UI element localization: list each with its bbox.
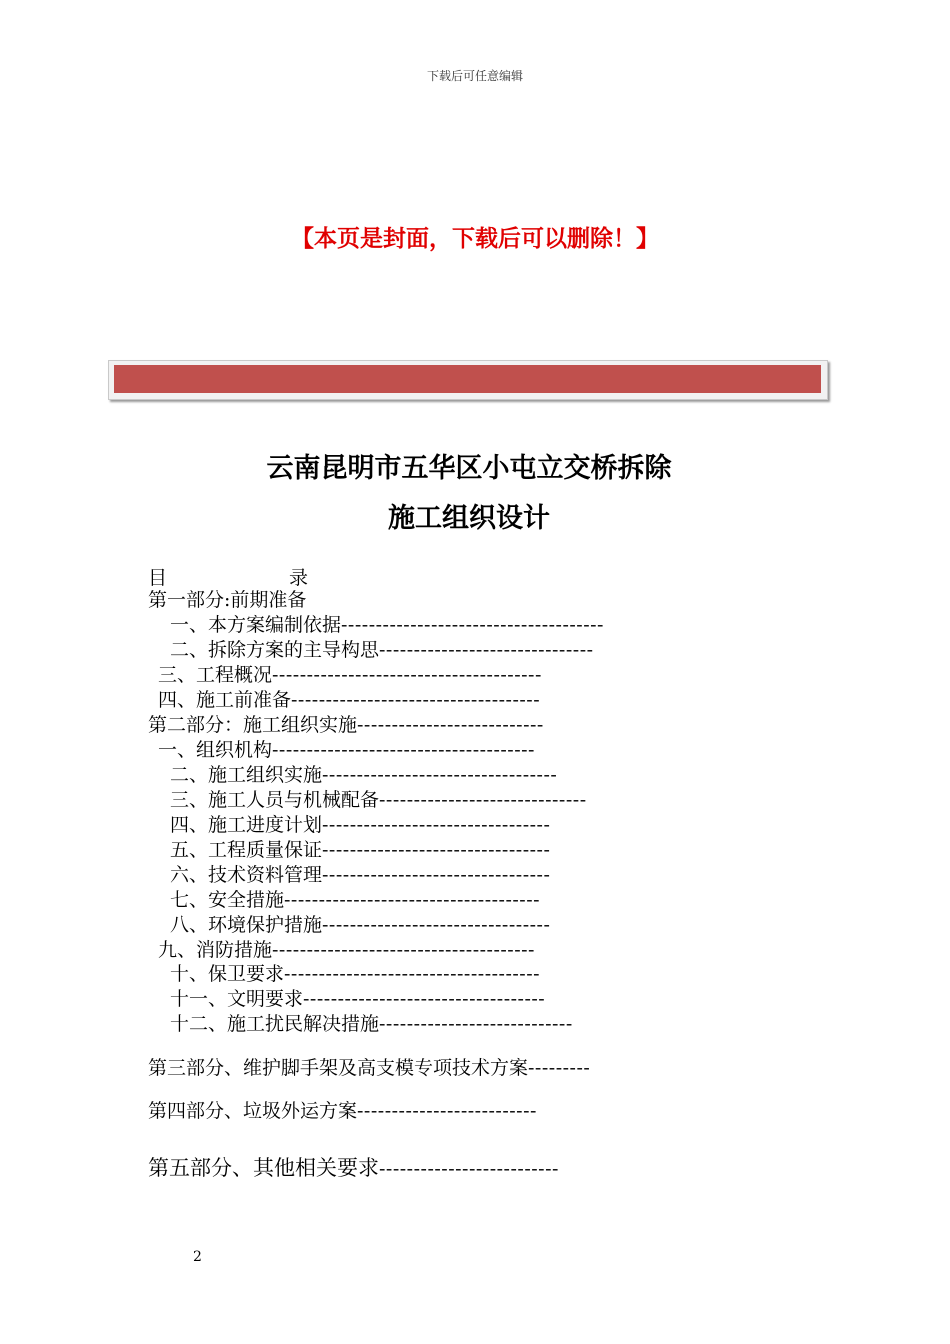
header-note: 下载后可任意编辑 [426, 69, 523, 83]
toc-item [148, 1056, 590, 1081]
toc-item-text: 四、施工进度计划 [170, 814, 323, 836]
toc-item [170, 987, 545, 1012]
toc-leader: ------------------------------------- [284, 889, 541, 911]
toc-item-text: 三、施工人员与机械配备 [170, 789, 380, 811]
toc-item [148, 1156, 559, 1182]
toc-item-text: 八、环境保护措施 [170, 914, 323, 936]
toc-item [170, 763, 557, 788]
toc-heading-right: 录 [289, 567, 309, 589]
cover-notice: 【本页是封面，下载后可以删除！】 [291, 226, 659, 252]
toc-leader: --------------------------------------- [272, 664, 542, 686]
toc-leader: -------------------------------------- [341, 614, 604, 636]
toc-item [148, 1099, 537, 1124]
toc-item-text: 第三部分、维护脚手架及高支模专项技术方案 [148, 1057, 529, 1079]
toc-item [170, 788, 587, 813]
toc-item-text: 三、工程概况 [158, 664, 273, 686]
toc-item-text: 第二部分：施工组织实施 [148, 714, 358, 736]
toc-item-text: 十、保卫要求 [170, 963, 285, 985]
toc-item [158, 738, 535, 763]
toc-item [170, 1012, 573, 1037]
toc-leader: --------- [528, 1057, 591, 1079]
toc-item-text: 二、施工组织实施 [170, 764, 323, 786]
toc-item-text: 十一、文明要求 [170, 988, 304, 1010]
toc-leader: ------------------------------ [379, 789, 587, 811]
toc-item-text: 第五部分、其他相关要求 [148, 1156, 379, 1180]
toc-leader: -------------------------- [357, 1100, 537, 1122]
toc-leader: ---------------------------------- [322, 764, 558, 786]
toc-item-text: 一、本方案编制依据 [170, 614, 342, 636]
toc-leader: ------------------------------------ [291, 689, 541, 711]
toc-item [170, 913, 550, 938]
toc-leader: --------------------------------- [322, 914, 551, 936]
toc-leader: --------------------------------- [322, 814, 551, 836]
toc-heading [148, 563, 308, 590]
toc-item [170, 863, 550, 888]
toc-heading-left: 目 [148, 567, 168, 589]
toc-item-text: 一、组织机构 [158, 739, 273, 761]
toc-leader: --------------------------------- [322, 839, 551, 861]
toc-item [158, 663, 542, 688]
toc-item [170, 613, 604, 638]
toc-leader: ---------------------------- [379, 1013, 573, 1035]
decorative-banner [108, 360, 828, 400]
toc-item [148, 588, 306, 613]
toc-item [148, 713, 544, 738]
toc-leader: ------------------------------- [379, 639, 594, 661]
toc-leader: -------------------------- [379, 1158, 559, 1180]
banner-fill [114, 365, 821, 393]
toc-leader: --------------------------------- [322, 864, 551, 886]
toc-item-text: 九、消防措施 [158, 939, 273, 961]
toc-item-text: 第四部分、垃圾外运方案 [148, 1100, 358, 1122]
toc-item-text: 六、技术资料管理 [170, 864, 323, 886]
toc-item-text: 四、施工前准备 [158, 689, 292, 711]
page-number: 2 [193, 1249, 202, 1265]
toc-leader: --------------------------- [357, 714, 544, 736]
toc-leader: -------------------------------------- [272, 939, 535, 961]
toc-item-text: 五、工程质量保证 [170, 839, 323, 861]
document-title-line1: 云南昆明市五华区小屯立交桥拆除 [266, 453, 672, 484]
toc-item [170, 838, 550, 863]
toc-item [170, 813, 550, 838]
toc-item [170, 888, 540, 913]
toc-item [158, 938, 535, 963]
toc-item [158, 688, 540, 713]
toc-item-text: 七、安全措施 [170, 889, 285, 911]
toc-leader: ----------------------------------- [303, 988, 546, 1010]
toc-item-text: 十二、施工扰民解决措施 [170, 1013, 380, 1035]
toc-leader: ------------------------------------- [284, 963, 541, 985]
toc-item-text: 第一部分:前期准备 [148, 589, 307, 611]
toc-item-text: 二、拆除方案的主导构思 [170, 639, 380, 661]
toc-leader: -------------------------------------- [272, 739, 535, 761]
toc-item [170, 638, 594, 663]
toc-item [170, 962, 540, 987]
document-title-line2: 施工组织设计 [388, 503, 550, 534]
